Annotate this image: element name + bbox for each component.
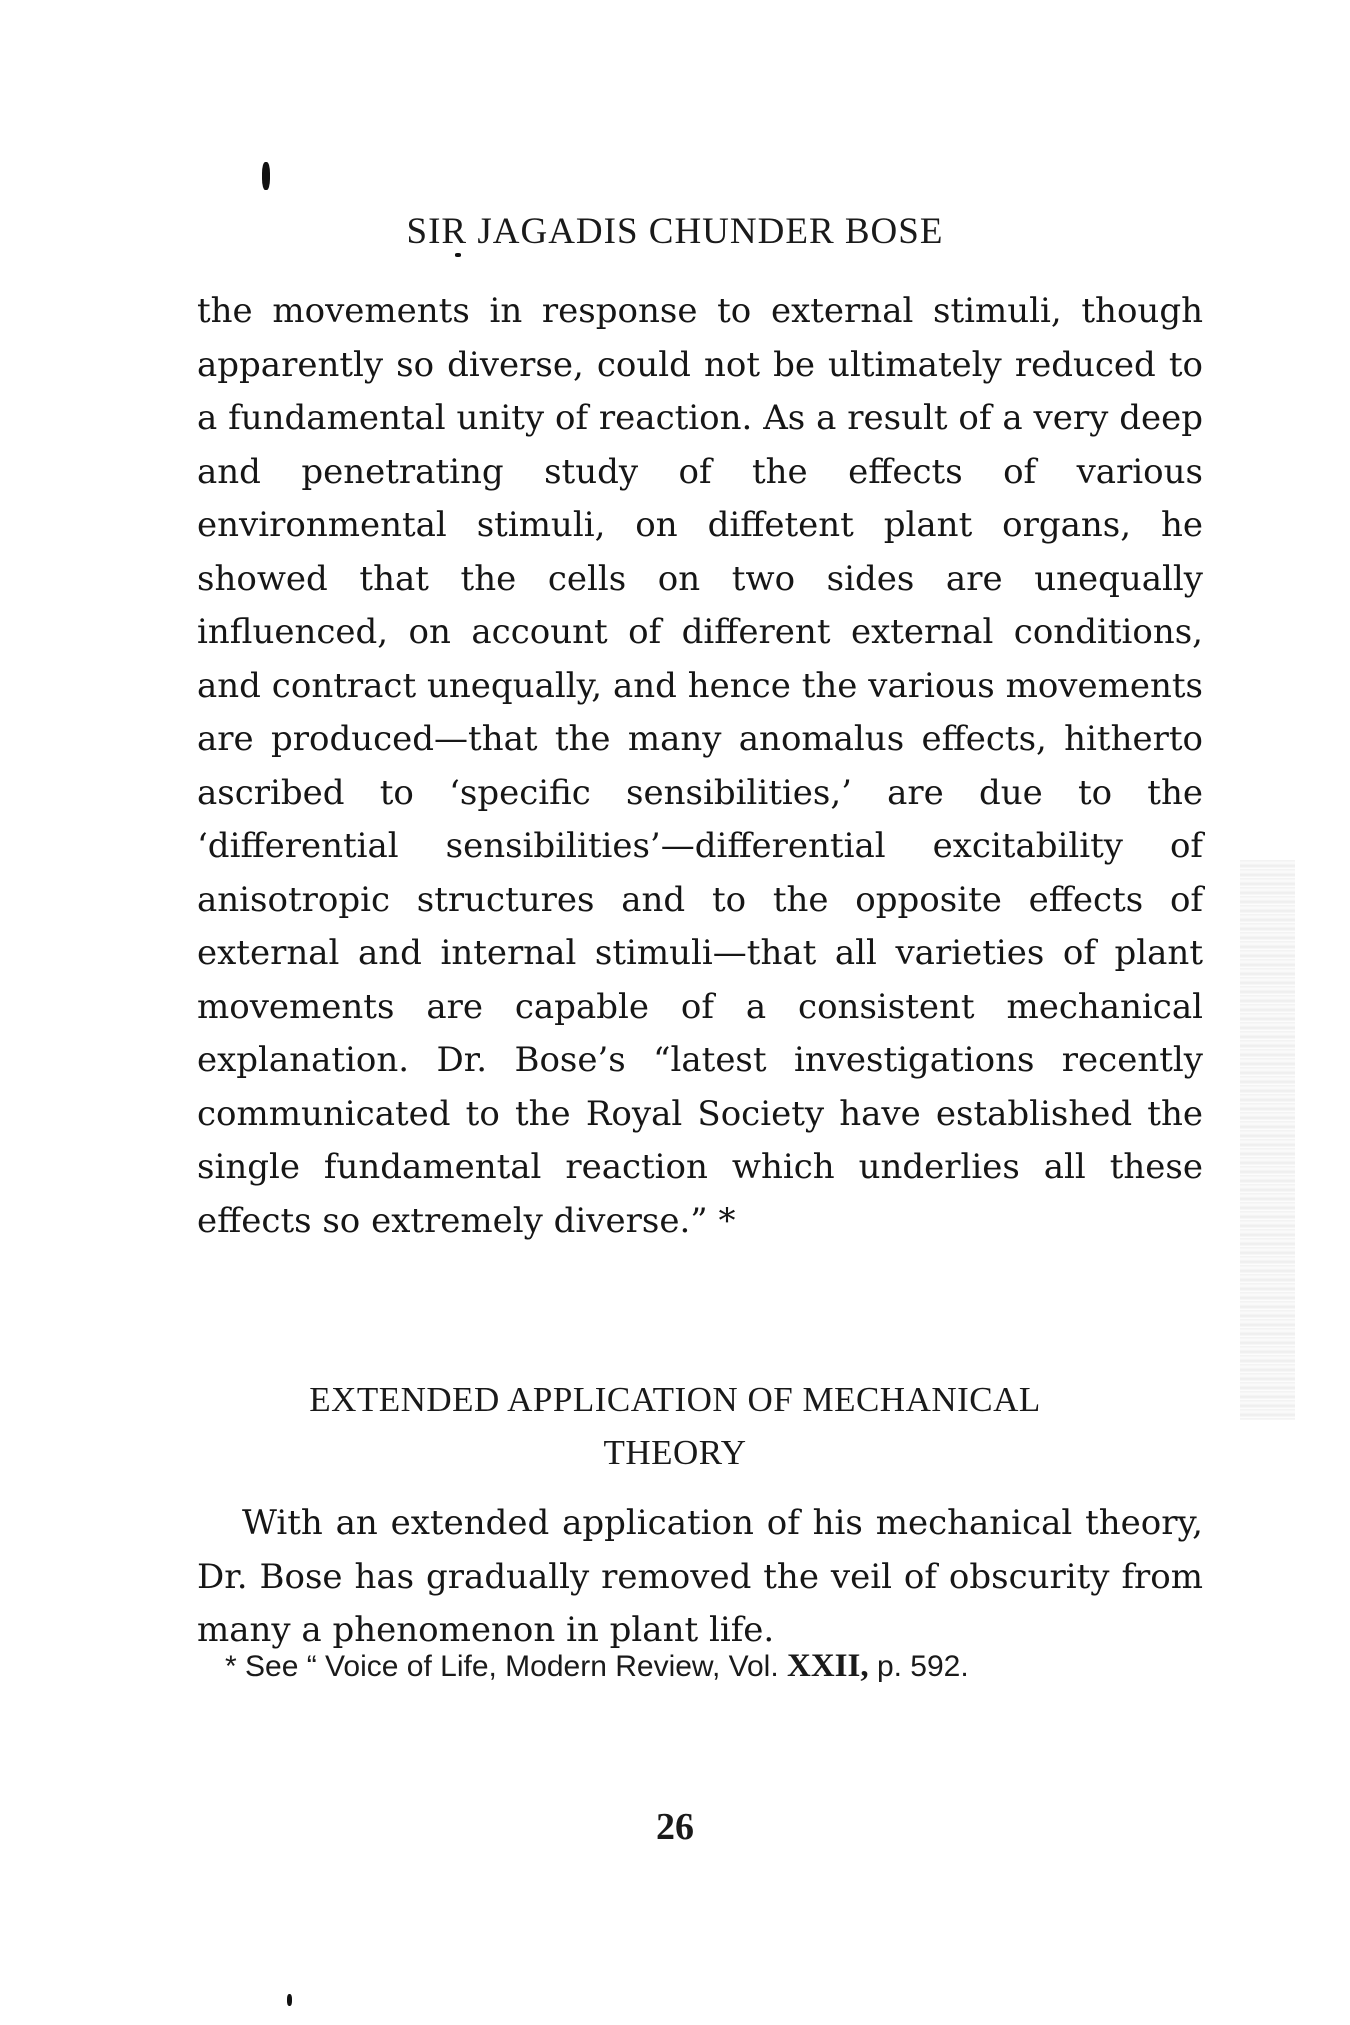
ink-speck <box>287 1994 292 2006</box>
paragraph-2: With an extended application of his mechanical theory, Dr. Bose has gradually removed the veil of obscurity from many a phenomenon in plant life. <box>197 1503 1203 1650</box>
page-number: 26 <box>656 1806 694 1848</box>
paragraph-1: the movements in response to external stimuli, though apparently so diverse, could not be ultimately reduced to a fundamental unity of reaction. As a result of a very deep and penetrating study of the effects of various environmental stimuli, on diffetent plant organs, he showed that the cells on two sides are unequally influenced, on account of different external conditions, and contract unequally, and hence the various movements are produced—that the many anomalus effects, hitherto ascribed to ‘specific sensibilities,’ are due to the ‘differential sensibilities’—differential excitability of anisotropic structures and to the opposite effects of external and internal stimuli—that all varieties of plant movements are capable of a consistent mechanical explanation. Dr. Bose’s “latest investigations recently communicated to the Royal Society have established the single fundamental reaction which underlies all these effects so extremely diverse.” * <box>197 291 1203 1241</box>
running-head: SIR JAGADIS CHUNDER BOSE <box>406 211 944 252</box>
ink-speck <box>262 162 270 190</box>
section-heading-line-2: THEORY <box>603 1433 747 1472</box>
section-heading-line-1: EXTENDED APPLICATION OF MECHANICAL <box>309 1380 1041 1419</box>
page-smudge <box>1240 860 1295 1420</box>
footnote-text: “ Voice of Life, Modern Review, Vol. <box>306 1650 779 1683</box>
ink-speck <box>455 253 461 257</box>
footnote-page-ref: p. 592. <box>876 1650 969 1683</box>
footnote-marker: * See <box>225 1650 299 1683</box>
footnote <box>190 1648 1200 1685</box>
section-heading <box>220 1373 1130 1479</box>
footnote-volume: XXII, <box>787 1648 869 1684</box>
